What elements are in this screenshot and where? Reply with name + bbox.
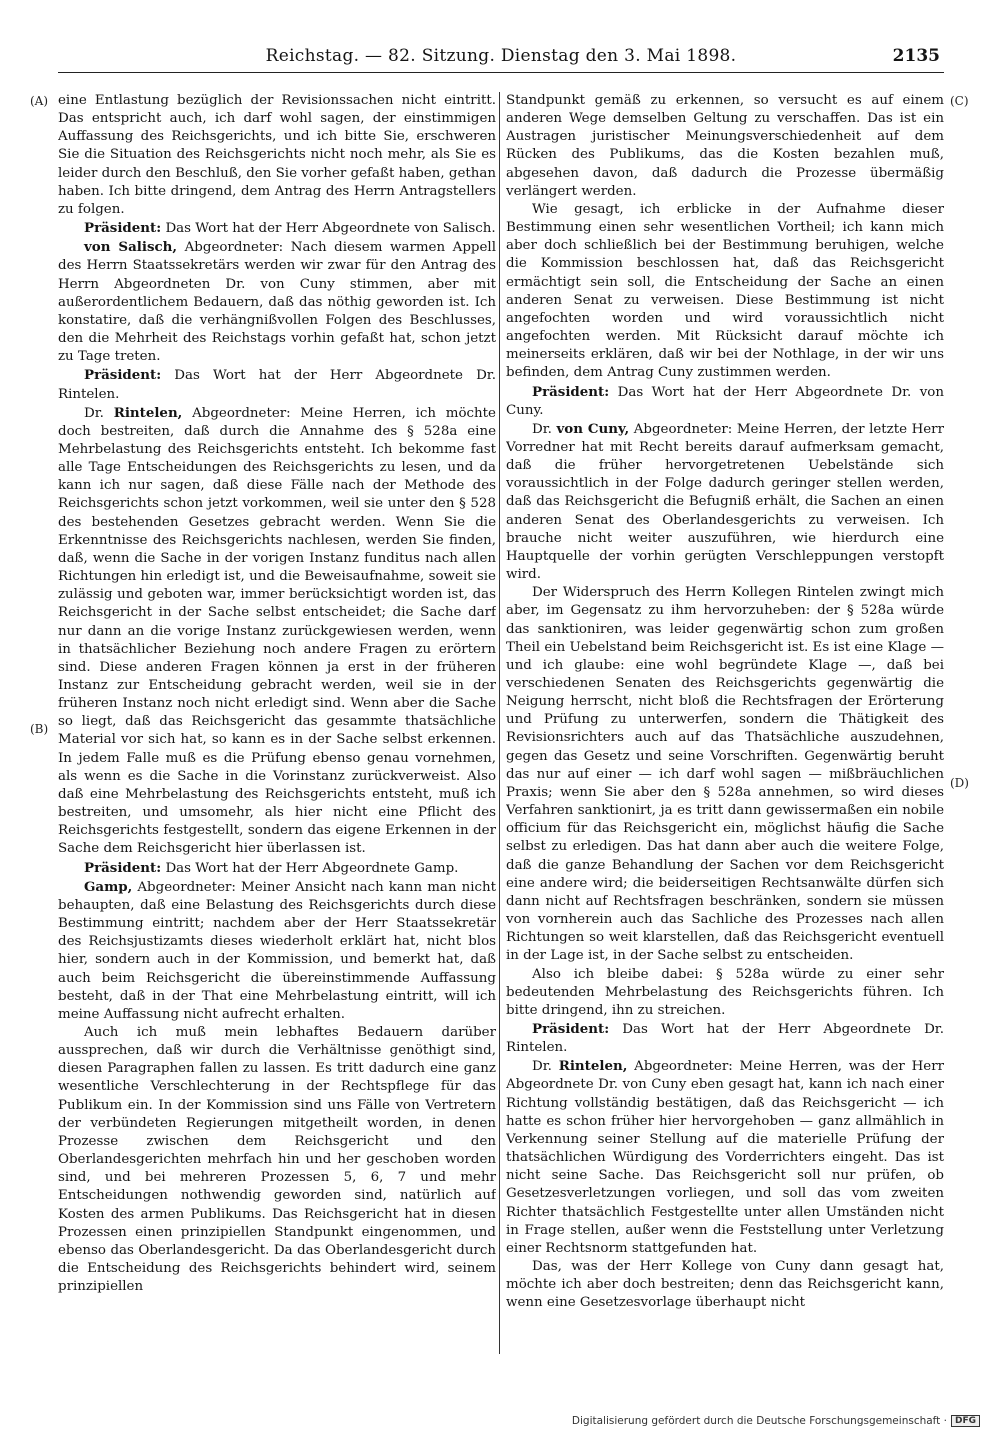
speaker-name: Präsident: — [532, 383, 610, 400]
page-header — [58, 44, 944, 73]
speech-text: Abgeordneter: Meine Herren, ich möchte doch bestreiten, daß durch die Annahme des § 528a eine Mehrbelastung des Reichsgerichts entsteht. Ich bekomme fast alle Tage Entscheidungen des Reichsgerichts zu lesen, und da kann ich nur sagen, daß diese Fälle nach der Methode des Reichsgerichts schon jetzt vorkommen, weil sie unter den § 528 des bestehenden Gesetzes gebracht werden. Wenn Sie die Erkenntnisse des Reichsgerichts nachlesen, werden Sie finden, daß, wenn die Sache in der vorigen Instanz funditus nach allen Richtungen hin erledigt ist, und die Beweisaufnahme, soweit sie zulässig und geboten war, immer berücksichtigt worden ist, das Reichsgericht in der Sache selbst entscheidet; die Sache darf nur dann an die vorige Instanz zurückgewiesen werden, wenn in thatsächlicher Beziehung noch andere Fragen zu erörtern sind. Diese anderen Fragen können ja erst in der früheren Instanz zur Entscheidung gebracht werden, weil sie in der früheren Instanz noch nicht erledigt sind. Wenn aber die Sache so liegt, daß das Reichsgericht das gesammte thatsächliche Material vor sich hat, so kann es in der Sache selbst erkennen. In jedem Falle muß es die Prüfung ebenso genau vornehmen, als wenn es die Sache in die Vorinstanz zurückverweist. Also daß eine Mehrbelastung des Reichsgerichts entsteht, muß ich bestreiten, und umsomehr, als hier nicht eine Pflicht des Reichsgerichts festgestellt, sondern das eigene Erkennen in der Sache dem Reichsgericht hier überlassen ist. — [58, 405, 496, 857]
speaker-title: Dr. — [532, 1059, 559, 1075]
left-column — [58, 92, 496, 1352]
paragraph — [506, 420, 944, 584]
paragraph: Also ich bleibe dabei: § 528a würde zu einer sehr bedeutenden Mehrbelastung des Reichsgerichts führen. Ich bitte dringend, ihn zu streichen. — [506, 966, 944, 1018]
speech-text: Das Wort hat der Herr Abgeordnete Dr. Rintelen. — [506, 1021, 944, 1056]
paragraph — [506, 383, 944, 420]
paragraph — [58, 366, 496, 403]
speaker-name: von Salisch, — [84, 239, 178, 256]
speech-text: Das Wort hat der Herr Abgeordnete Dr. von Cuny. — [506, 384, 944, 418]
speech-text: Das Wort hat der Herr Abgeordnete Gamp. — [161, 860, 459, 876]
paragraph — [58, 238, 496, 366]
digitization-credit — [572, 1415, 980, 1427]
speaker-title: Dr. — [532, 421, 557, 437]
margin-marker-a: (A) — [30, 94, 49, 108]
right-column — [506, 92, 944, 1352]
paragraph — [58, 219, 496, 238]
paragraph: Das, was der Herr Kollege von Cuny dann gesagt hat, möchte ich aber doch bestreiten; denn das Reichsgericht kann, wenn eine Gesetzesvorlage überhaupt nicht — [506, 1259, 944, 1311]
column-divider — [499, 92, 500, 1354]
paragraph: Auch ich muß mein lebhaftes Bedauern darüber aussprechen, daß wir durch die Verhältnisse genöthigt sind, diesen Paragraphen fallen zu lassen. Es tritt dadurch eine ganz wesentliche Verschlechterung in der Rechtspflege für das Publikum ein. In der Kommission sind uns Fälle von Vertretern der verbündeten Regierungen mitgetheilt worden, in denen Prozesse zwischen dem Reichsgericht und den Oberlandesgerichten mehrfach hin und her geschoben worden sind, und bei mehreren Prozessen 5, 6, 7 und mehr Entscheidungen nothwendig geworden sind, natürlich auf Kosten des armen Publikums. Das Reichsgericht hat in diesen Prozessen einen prinzipiellen Standpunkt eingenommen, und ebenso das Oberlandesgericht. Da das Oberlandesgericht durch die Entscheidung des Reichsgerichts behindert wird, seinem prinzipiellen — [58, 1024, 496, 1295]
speaker-name: Präsident: — [84, 220, 162, 237]
paragraph: eine Entlastung bezüglich der Revisionssachen nicht eintritt. Das entspricht auch, ich darf wohl sagen, der einstimmigen Auffassung des Reichsgerichts, und ich bitte Sie, erschweren Sie die Situation des Reichsgerichts nicht noch mehr, als Sie es leider durch den Beschluß, den Sie vorher gefaßt haben, gethan haben. Ich bitte dringend, dem Antrag des Herrn Antragstellers zu folgen. — [58, 93, 496, 217]
paragraph — [506, 1057, 944, 1258]
speech-text: Abgeordneter: Meine Herren, was der Herr Abgeordnete Dr. von Cuny eben gesagt hat, kann ich nach einer Richtung vollständig bestätigen, daß das Reichsgericht — ich hatte es schon früher hier hervorgehoben — ganz allmählich in Verkennung seiner Stellung auf die materielle Prüfung der thatsächlichen Würdigung des Vorderrichters eingeht. Das ist nicht seine Sache. Das Reichsgericht soll nur prüfen, ob Gesetzesverletzungen vorliegen, und soll das vom zweiten Richter thatsächlich Festgestellte unter allen Umständen nicht in Frage stellen, außer wenn die Feststellung unter Verletzung einer Rechtsnorm stattgefunden hat. — [506, 1059, 944, 1256]
credit-text: Digitalisierung gefördert durch die Deutsche Forschungsgemeinschaft · — [571, 1415, 947, 1427]
margin-marker-c: (C) — [950, 94, 969, 108]
speaker-name: Präsident: — [84, 859, 162, 876]
speaker-name: Präsident: — [532, 1020, 610, 1037]
speech-text: Abgeordneter: Meiner Ansicht nach kann man nicht behaupten, daß eine Belastung des Reichsgerichts durch diese Bestimmung eintritt; nachdem aber der Herr Staatssekretär des Reichsjustizamts dieses wiederholt erklärt hat, nicht blos hier, sondern auch in der Kommission, und bemerkt hat, daß auch beim Reichsgericht die übereinstimmende Auffassung besteht, daß in der That eine Mehrbelastung eintritt, will ich meine Auffassung nicht aufrecht erhalten. — [58, 879, 496, 1022]
paragraph — [506, 1020, 944, 1057]
paragraph — [58, 404, 496, 859]
speaker-name: Rintelen, — [113, 404, 183, 421]
paragraph: Standpunkt gemäß zu erkennen, so versucht es auf einem anderen Wege demselben Geltung zu verschaffen. Das ist ein Austragen juristischer Meinungsverschiedenheit auf dem Rücken des Publikums, das die Kosten bezahlen muß, abgesehen davon, daß dadurch die Prozesse übermäßig verlängert werden. — [506, 93, 944, 199]
paragraph: Der Widerspruch des Herrn Kollegen Rintelen zwingt mich aber, im Gegensatz zu ihm hervorzuheben: der § 528a würde das sanktioniren, was leider gegenwärtig schon zum großen Theil ein Uebelstand beim Reichsgericht ist. Es ist eine Klage — und ich glaube: eine wohl begründete Klage —, daß bei verschiedenen Senaten des Reichsgerichts gegenwärtig die Neigung herrscht, nicht bloß die Rechtsfragen der Erörterung und Prüfung zu unterwerfen, sondern die Thätigkeit des Revisionsrichters auch auf das Thatsächliche auszudehnen, gegen das Gesetz und seine Vorschriften. Gegenwärtig beruht das nur auf einer — ich darf wohl sagen — mißbräuchlichen Praxis; wenn Sie aber den § 528a annehmen, so wird dieses Verfahren sanktionirt, ja es tritt dann gewissermaßen ein nobile officium für das Reichsgericht ein, möglichst häufig die Sache selbst zu erledigen. Das hat dann aber auch die weitere Folge, daß die ganze Behandlung der Sachen vor dem Reichsgericht eine andere wird; die beiderseitigen Rechtsanwälte dürfen sich dann nicht auf Rechtsfragen beschränken, sondern sie müssen von vornherein auch das Sachliche des Prozesses nach allen Richtungen so weit klarstellen, daß das Reichsgericht eventuell in der Lage ist, in der Sache selbst zu entscheiden. — [506, 585, 944, 964]
dfg-logo-icon: DFG — [951, 1415, 980, 1427]
speech-text: Das Wort hat der Herr Abgeordnete von Salisch. — [161, 221, 496, 237]
page-number: 2135 — [892, 46, 940, 66]
speaker-title: Dr. — [84, 405, 114, 421]
speech-text: Abgeordneter: Nach diesem warmen Appell des Herrn Staatssekretärs werden wir zwar für den Antrag des Herrn Abgeordneten Dr. von Cuny stimmen, aber mit außerordentlichem Bedauern, daß das nöthig geworden ist. Ich konstatire, daß die verhängnißvollen Folgen des Beschlusses, den die Mehrheit des Reichstags vorhin gefaßt hat, schon jetzt zu Tage treten. — [58, 240, 496, 365]
margin-marker-d: (D) — [950, 776, 969, 790]
speaker-name: Gamp, — [84, 878, 133, 895]
speech-text: Das Wort hat der Herr Abgeordnete Dr. Rintelen. — [58, 368, 496, 402]
paragraph: Wie gesagt, ich erblicke in der Aufnahme dieser Bestimmung einen sehr wesentlichen Vortheil; ich kann mich aber doch schließlich bei der Bestimmung beruhigen, welche die Kommission beschlossen hat, daß das Reichsgericht ermächtigt sein soll, die Entscheidung der Sache an einen anderen Senat zu verweisen. Diese Bestimmung ist nicht angefochten worden und wird voraussichtlich nicht angefochten werden. Mit Rücksicht darauf möchte ich meinerseits erklären, daß wir bei der Nothlage, in der wir uns befinden, dem Antrag Cuny zustimmen werden. — [506, 201, 944, 381]
running-title: Reichstag. — 82. Sitzung. Dienstag den 3. Mai 1898. — [265, 46, 737, 66]
paragraph — [58, 878, 496, 1024]
paragraph — [58, 859, 496, 878]
speaker-name: Rintelen, — [558, 1058, 628, 1075]
speech-text: Abgeordneter: Meine Herren, der letzte Herr Vorredner hat mit Recht bereits darauf aufmerksam gemacht, daß die früher hervorgetretenen Uebelstände sich voraussichtlich in der Folge dadurch geringer stellen werden, daß das Reichsgericht die Befugniß erhält, die Sachen an einen anderen Senat des Oberlandesgerichts zu verweisen. Ich brauche nicht weiter auszuführen, wie hierdurch eine Hauptquelle der vorhin gerügten Verschleppungen verstopft wird. — [506, 421, 944, 583]
margin-marker-b: (B) — [30, 722, 49, 736]
speaker-name: von Cuny, — [556, 420, 630, 437]
speaker-name: Präsident: — [84, 367, 162, 384]
